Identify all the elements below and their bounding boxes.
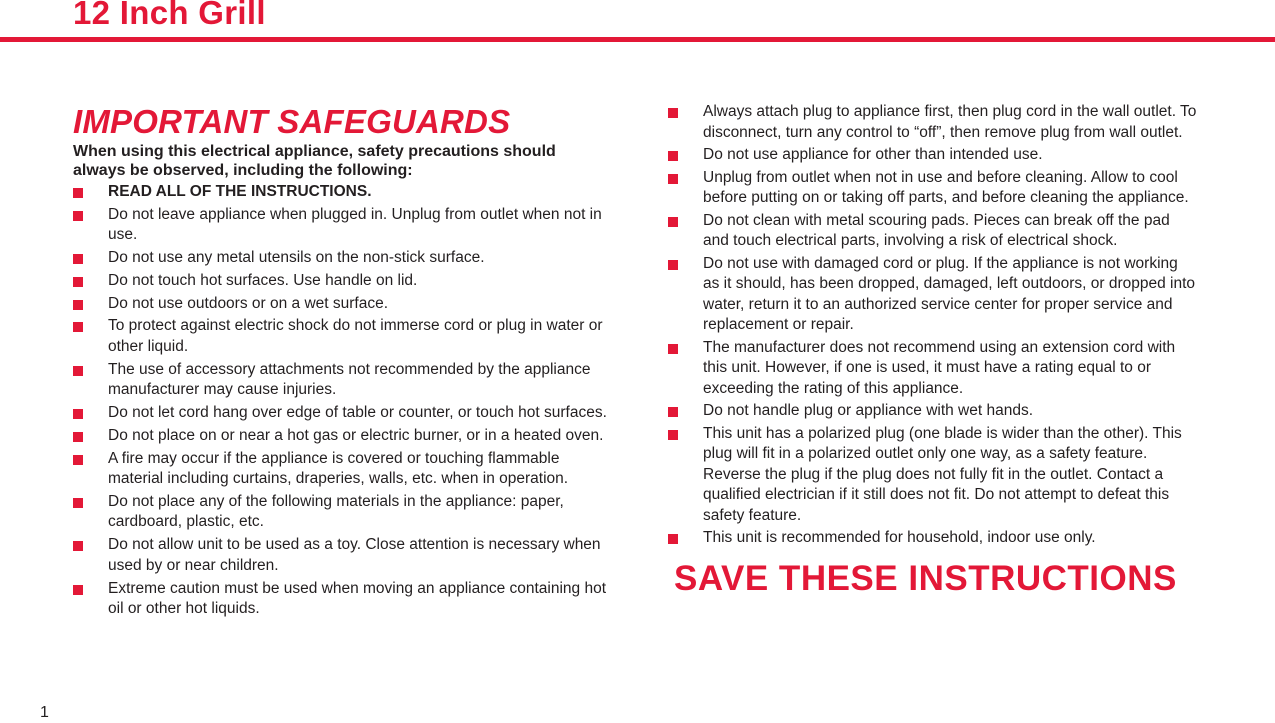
safeguard-item: The use of accessory attachments not recommended by the appliance manufacturer may cause injuries. bbox=[73, 360, 608, 401]
safeguard-item: Always attach plug to appliance first, then plug cord in the wall outlet. To disconnect, turn any control to “off”, then remove plug from wall outlet. bbox=[668, 102, 1198, 143]
page-title: 12 Inch Grill bbox=[73, 0, 266, 31]
safeguard-item: Do not place any of the following materials in the appliance: paper, cardboard, plastic, etc. bbox=[73, 492, 608, 533]
header-rule bbox=[0, 37, 1275, 42]
safeguard-item: Unplug from outlet when not in use and before cleaning. Allow to cool before putting on or taking off parts, and before cleaning the appliance. bbox=[668, 168, 1198, 209]
page-number: 1 bbox=[40, 704, 49, 721]
right-column bbox=[668, 102, 1198, 599]
safeguard-item: Do not let cord hang over edge of table or counter, or touch hot surfaces. bbox=[73, 403, 608, 424]
left-column bbox=[73, 102, 608, 622]
safeguard-item: Do not leave appliance when plugged in. Unplug from outlet when not in use. bbox=[73, 205, 608, 246]
safeguard-item: Do not allow unit to be used as a toy. Close attention is necessary when used by or near children. bbox=[73, 535, 608, 576]
safeguards-heading: IMPORTANT SAFEGUARDS bbox=[73, 103, 511, 140]
safeguard-item: READ ALL OF THE INSTRUCTIONS. bbox=[73, 182, 608, 203]
safeguard-item: Do not place on or near a hot gas or electric burner, or in a heated oven. bbox=[73, 426, 608, 447]
safeguard-item: Do not use with damaged cord or plug. If the appliance is not working as it should, has been dropped, damaged, left outdoors, or dropped into water, return it to an authorized service center for proper service and replacement or repair. bbox=[668, 254, 1198, 336]
safeguard-item: To protect against electric shock do not immerse cord or plug in water or other liquid. bbox=[73, 316, 608, 357]
left-safeguard-list bbox=[73, 182, 608, 620]
safeguard-item: The manufacturer does not recommend using an extension cord with this unit. However, if one is used, it must have a rating equal to or exceeding the rating of this appliance. bbox=[668, 338, 1198, 400]
safeguard-item: Do not touch hot surfaces. Use handle on lid. bbox=[73, 271, 608, 292]
safeguards-intro: When using this electrical appliance, safety precautions should always be observed, including the following: bbox=[73, 143, 556, 179]
safeguard-item: A fire may occur if the appliance is covered or touching flammable material including curtains, draperies, walls, etc. when in operation. bbox=[73, 449, 608, 490]
safeguard-item: This unit is recommended for household, indoor use only. bbox=[668, 528, 1198, 549]
safeguard-item: Do not use any metal utensils on the non-stick surface. bbox=[73, 248, 608, 269]
safeguard-item: Extreme caution must be used when moving an appliance containing hot oil or other hot liquids. bbox=[73, 579, 608, 620]
safeguard-item: Do not use appliance for other than intended use. bbox=[668, 145, 1198, 166]
safeguard-item: Do not use outdoors or on a wet surface. bbox=[73, 294, 608, 315]
safeguard-item: This unit has a polarized plug (one blade is wider than the other). This plug will fit in a polarized outlet only one way, as a safety feature. Reverse the plug if the plug does not fully fit in the outlet. Contact a qualified electrician if it still does not fit. Do not attempt to defeat this safety feature. bbox=[668, 424, 1198, 527]
safeguard-item: Do not clean with metal scouring pads. Pieces can break off the pad and touch electrical parts, involving a risk of electrical shock. bbox=[668, 211, 1198, 252]
right-safeguard-list bbox=[668, 102, 1198, 549]
save-instructions-banner: SAVE THESE INSTRUCTIONS bbox=[674, 558, 1177, 598]
safeguard-item: Do not handle plug or appliance with wet hands. bbox=[668, 401, 1198, 422]
